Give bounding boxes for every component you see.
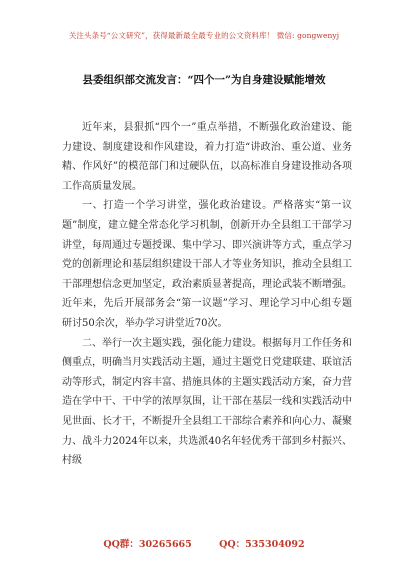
footer-qq-group: QQ群：30265665: [103, 539, 192, 550]
paragraph-intro: 近年来，县狠抓“四个一”重点举措，不断强化政治建设、能力建设、制度建设和作风建设，着力打造“讲政治、重公道、业务精、作风好”的模范部门和过硬队伍，以高标准自身建设推动各项工作高质量发展。: [62, 122, 352, 192]
footer-contact: [0, 536, 408, 550]
footer-qq: QQ：535304092: [219, 539, 305, 550]
header-banner: 关注头条号“公文研究”，获得最新最全最专业的公文资料库！ 微信: gongwenyj: [68, 31, 340, 40]
document-body: [62, 118, 352, 471]
paragraph-section-2: 二、举行一次主题实践，强化能力建设。根据每月工作任务和侧重点，明确当月实践活动主题，通过主题党日党建联建、联谊活动等形式，制定内容丰富、措施具体的主题实践活动方案，奋力营造在学中干、干中学的浓厚氛围，让干部在基层一线和实践活动中见世面、长才干，不断提升全县组工干部综合素养和向心力、凝聚力、战斗力2024年以来，共选派40名年轻优秀干部到乡村振兴、村级: [62, 337, 352, 467]
paragraph-section-1: 一、打造一个学习讲堂，强化政治建设。严格落实“第一议题”制度，建立健全常态化学习机制，创新开办全县组工干部学习讲堂，每周通过专题授课、集中学习、即兴演讲等方式，重点学习党的创新理论和基层组织建设干部人才等业务知识，推动全县组工干部理想信念更加坚定，政治素质显著提高，理论武装不断增强。近年来，先后开展部务会“第一议题”学习、理论学习中心组专题研讨50余次，举办学习讲堂近70次。: [62, 200, 352, 329]
document-title: 县委组织部交流发言：“四个一”为自身建设赋能增效: [82, 74, 326, 86]
